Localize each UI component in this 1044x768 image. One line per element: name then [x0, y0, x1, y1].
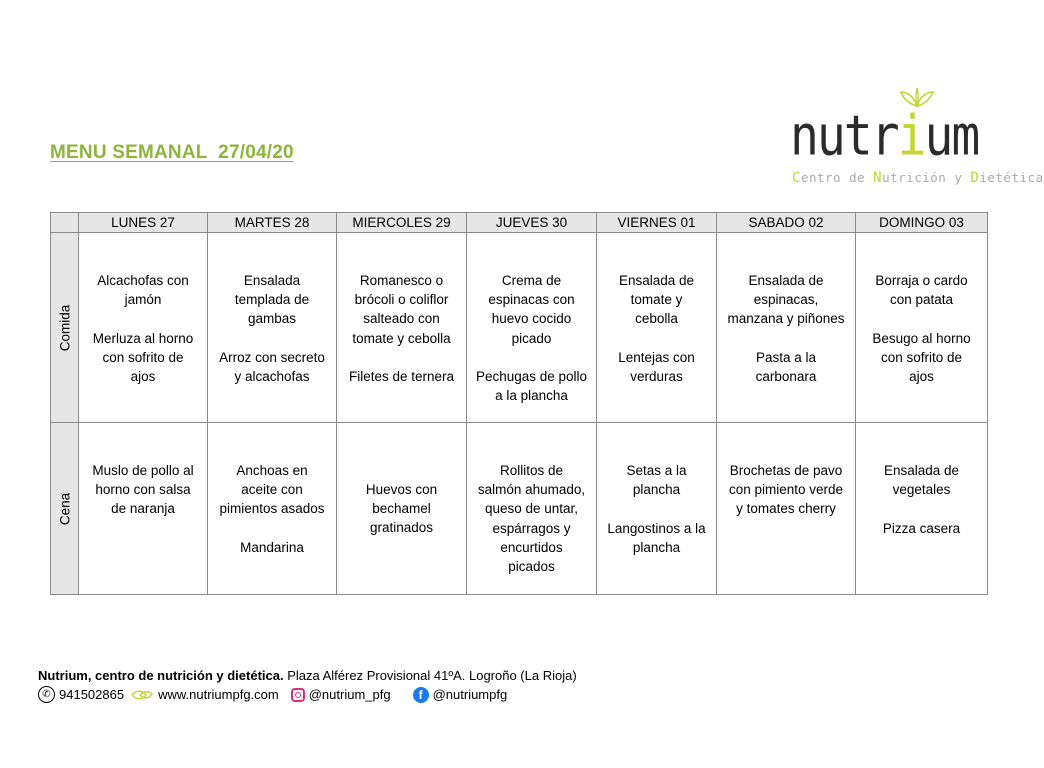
- logo-tagline: Centro de Nutrición y Dietética: [792, 170, 1044, 186]
- dish-line: huevo cocido: [491, 311, 572, 327]
- website-link[interactable]: www.nutriumpfg.com: [158, 687, 279, 702]
- day-header: VIERNES 01: [597, 213, 717, 233]
- dish-line: jamón: [124, 292, 162, 308]
- dish-line: Merluza al horno: [92, 330, 194, 346]
- dish-line: aceite con: [241, 482, 303, 498]
- dish-line: Pechugas de pollo: [475, 369, 588, 384]
- line-gap: [208, 519, 336, 538]
- dish-line: con pimiento verde: [728, 482, 844, 498]
- dish-line: Ensalada de: [748, 273, 824, 288]
- dish-line: picados: [508, 559, 555, 575]
- dish-line: Filetes de ternera: [348, 369, 455, 384]
- dish-line: manzana y piñones: [727, 311, 845, 327]
- dish-line: Muslo de pollo al: [92, 463, 194, 478]
- dish-line: Lentejas con: [618, 349, 695, 365]
- row-label-cena: Cena: [51, 423, 79, 595]
- dish-line: espinacas,: [753, 292, 819, 308]
- line-gap: [597, 499, 716, 518]
- dish-line: Brochetas de pavo: [729, 463, 843, 478]
- instagram-handle[interactable]: @nutrium_pfg: [308, 687, 391, 702]
- phone-number: 941502865: [59, 687, 125, 702]
- facebook-icon: f: [413, 687, 429, 703]
- dish-line: brócoli o coliflor: [354, 292, 449, 308]
- day-header: LUNES 27: [79, 213, 208, 233]
- dish-line: Borraja o cardo: [875, 273, 968, 288]
- dish-line: Rollitos de: [499, 463, 564, 478]
- menu-cell: [208, 423, 337, 595]
- dish-line: Pasta a la: [755, 349, 817, 365]
- menu-cell: [467, 233, 597, 423]
- row-label-comida: Comida: [51, 233, 79, 423]
- dish-line: bechamel: [372, 501, 431, 517]
- line-gap: [856, 309, 987, 328]
- dish-line: Ensalada: [243, 273, 301, 288]
- dish-line: Ensalada de: [883, 463, 960, 478]
- dish-line: Romanesco o: [359, 273, 444, 288]
- dish-line: carbonara: [755, 369, 817, 384]
- dish-line: cebolla: [635, 311, 678, 327]
- dish-line: gratinados: [369, 520, 434, 536]
- dish-line: Mandarina: [240, 539, 304, 555]
- weekly-menu-table: [50, 212, 988, 595]
- dish-line: Crema de: [501, 273, 562, 288]
- dish-line: Pizza casera: [882, 520, 961, 536]
- dish-line: tomate y cebolla: [352, 330, 451, 346]
- dish-line: espárragos y: [492, 520, 571, 536]
- dish-line: salteado con: [363, 311, 440, 327]
- logo-wordmark: nutrium: [790, 104, 979, 169]
- dish-line: picado: [511, 330, 552, 346]
- dish-line: vegetales: [892, 482, 951, 498]
- dish-line: y tomates cherry: [736, 501, 836, 517]
- menu-cell: [79, 423, 208, 595]
- dish-line: con patata: [889, 292, 954, 308]
- days-header-row: [51, 213, 988, 233]
- dish-line: templada de: [234, 292, 310, 308]
- day-header: JUEVES 30: [467, 213, 597, 233]
- dish-line: encurtidos: [500, 539, 563, 555]
- dish-line: Huevos con: [365, 482, 438, 497]
- day-header: DOMINGO 03: [856, 213, 988, 233]
- dish-line: plancha: [632, 482, 681, 498]
- dish-line: plancha: [632, 539, 681, 555]
- dish-line: Setas a la: [626, 463, 687, 478]
- phone-icon: ✆: [38, 686, 55, 703]
- menu-cell: [337, 233, 467, 423]
- line-gap: [597, 329, 716, 348]
- dish-line: horno con salsa: [95, 482, 191, 498]
- dish-line: Arroz con secreto: [219, 349, 325, 365]
- leaf-icon: [130, 689, 154, 701]
- line-gap: [467, 348, 596, 367]
- dish-line: Langostinos a la: [607, 520, 706, 536]
- menu-cell: [79, 233, 208, 423]
- menu-cell: [717, 233, 856, 423]
- dish-line: Alcachofas con: [97, 273, 189, 288]
- dish-line: a la plancha: [495, 388, 568, 404]
- menu-cell: [597, 423, 717, 595]
- menu-cell: [337, 423, 467, 595]
- menu-cell: [208, 233, 337, 423]
- cena-row: [51, 423, 988, 595]
- dish-line: Anchoas en: [236, 463, 308, 478]
- dish-line: de naranja: [111, 501, 175, 517]
- page-title: MENU SEMANAL 27/04/20: [50, 142, 294, 163]
- dish-line: Besugo al horno: [872, 330, 971, 346]
- dish-line: salmón ahumado,: [477, 482, 586, 498]
- day-header: SABADO 02: [717, 213, 856, 233]
- dish-line: con sofrito de: [880, 349, 963, 365]
- menu-cell: [467, 423, 597, 595]
- dish-line: verduras: [630, 369, 683, 384]
- dish-line: queso de untar,: [484, 501, 579, 517]
- nutrium-logo: [785, 62, 1044, 192]
- day-header: MARTES 28: [208, 213, 337, 233]
- line-gap: [856, 499, 987, 518]
- dish-line: tomate y: [630, 292, 683, 308]
- footer-address: Nutrium, centro de nutrición y dietética. Plaza Alférez Provisional 41ºA. Logroño (La Rioja): [38, 668, 577, 683]
- menu-cell: [597, 233, 717, 423]
- facebook-handle[interactable]: @nutriumpfg: [432, 687, 508, 702]
- menu-cell: [856, 233, 988, 423]
- dish-line: espinacas con: [488, 292, 575, 308]
- day-header: MIERCOLES 29: [337, 213, 467, 233]
- footer-contacts: [38, 686, 507, 703]
- dish-line: Ensalada de: [618, 273, 695, 288]
- dish-line: y alcachofas: [234, 369, 310, 384]
- dish-line: pimientos asados: [219, 501, 325, 517]
- line-gap: [79, 309, 207, 328]
- instagram-icon: [291, 688, 305, 702]
- line-gap: [208, 329, 336, 348]
- dish-line: ajos: [909, 369, 934, 384]
- corner-cell: [51, 213, 79, 233]
- line-gap: [717, 329, 855, 348]
- dish-line: ajos: [130, 369, 156, 384]
- dish-line: gambas: [247, 311, 297, 327]
- line-gap: [337, 348, 466, 367]
- menu-cell: [717, 423, 856, 595]
- menu-cell: [856, 423, 988, 595]
- comida-row: [51, 233, 988, 423]
- dish-line: con sofrito de: [102, 349, 184, 365]
